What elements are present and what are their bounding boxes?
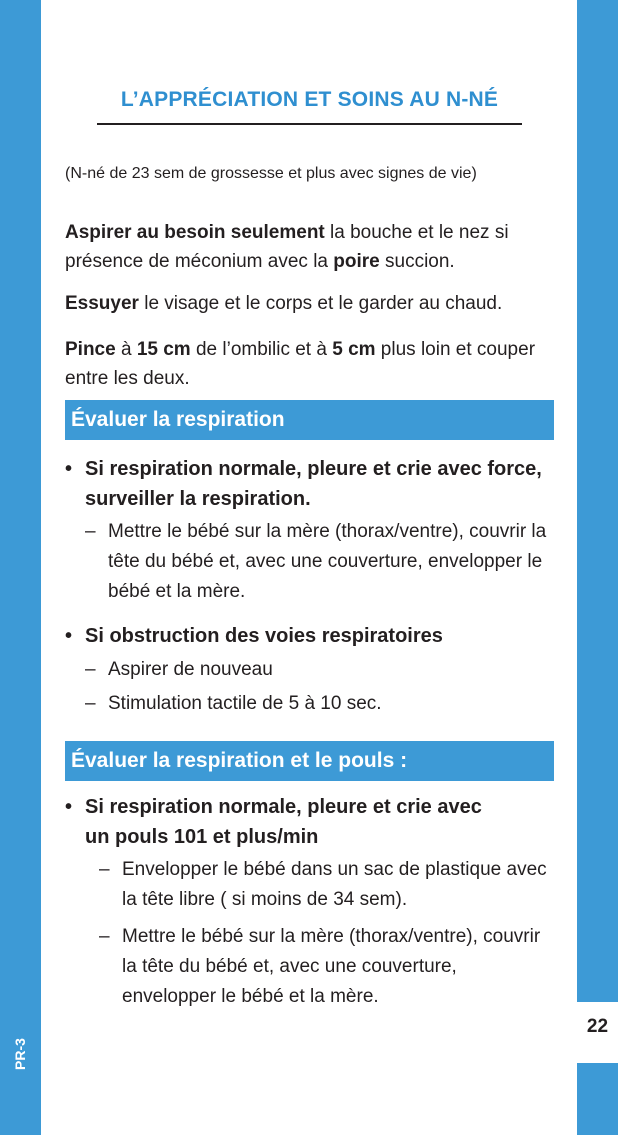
intro-bold: Pince — [65, 339, 116, 360]
intro-text: la bouche et le nez si présence de méconium avec la — [65, 222, 509, 272]
list-item — [99, 855, 555, 915]
intro-text: plus loin et couper entre les deux. — [65, 339, 536, 389]
bullet-text: Si obstruction des voies respiratoires — [85, 625, 443, 647]
right-margin-band-bottom — [577, 1063, 618, 1135]
list-item-text: Mettre le bébé sur la mère (thorax/ventre), couvrir la tête du bébé et, avec une couverture, envelopper le bébé et la mère. — [108, 521, 547, 602]
intro-paragraph-dry — [65, 289, 557, 318]
bullet-text: Si respiration normale, pleure et crie avec force, surveiller la respiration. — [85, 458, 542, 510]
list-item — [85, 517, 555, 607]
title-underline — [97, 123, 522, 125]
bullet-normal-breathing-pulse — [65, 792, 505, 852]
list-item-text: Mettre le bébé sur la mère (thorax/ventre), couvrir la tête du bébé et, avec une couverture, envelopper le bébé et la mère. — [122, 926, 541, 1007]
dash-mark: – — [99, 926, 110, 947]
bullet-mark: • — [65, 796, 73, 818]
bullet-airway-obstruction — [65, 621, 557, 651]
list-item-text: Envelopper le bébé dans un sac de plastique avec la tête libre ( si moins de 34 sem). — [122, 859, 547, 910]
list-item — [85, 655, 555, 685]
list-item-text: Stimulation tactile de 5 à 10 sec. — [108, 693, 382, 714]
intro-paragraph-aspirate — [65, 218, 557, 276]
page-title: L’APPRÉCIATION ET SOINS AU N-NÉ — [120, 88, 499, 111]
section-heading-breathing-pulse: Évaluer la respiration et le pouls : — [65, 741, 554, 781]
intro-bold: 15 cm — [136, 339, 191, 360]
section-heading-breathing: Évaluer la respiration — [65, 400, 554, 440]
intro-paragraph-clamp — [65, 335, 557, 393]
intro-text: de l’ombilic et à — [190, 339, 333, 360]
list-item — [99, 922, 555, 1012]
list-item-text: Aspirer de nouveau — [108, 659, 273, 680]
intro-bold: 5 cm — [332, 339, 376, 360]
intro-bold: Essuyer — [65, 293, 139, 314]
intro-text: le visage et le corps et le garder au chaud. — [138, 293, 503, 314]
left-margin-band — [0, 0, 41, 1135]
intro-bold: Aspirer au besoin seulement — [65, 222, 325, 243]
side-section-code: PR-3 — [12, 1038, 28, 1070]
intro-text: à — [115, 339, 137, 360]
right-margin-band-top — [577, 0, 618, 1002]
dash-mark: – — [85, 659, 96, 680]
intro-text: succion. — [379, 251, 455, 272]
dash-mark: – — [85, 693, 96, 714]
bullet-mark: • — [65, 458, 73, 480]
bullet-normal-breathing — [65, 454, 557, 514]
page-number: 22 — [586, 1016, 609, 1037]
dash-mark: – — [99, 859, 110, 880]
dash-mark: – — [85, 521, 96, 542]
bullet-text: Si respiration normale, pleure et crie avec un pouls 101 et plus/min — [85, 796, 482, 848]
page-subtitle: (N-né de 23 sem de grossesse et plus avec signes de vie) — [65, 165, 477, 182]
intro-bold: poire — [333, 251, 380, 272]
list-item — [85, 689, 555, 719]
bullet-mark: • — [65, 625, 73, 647]
